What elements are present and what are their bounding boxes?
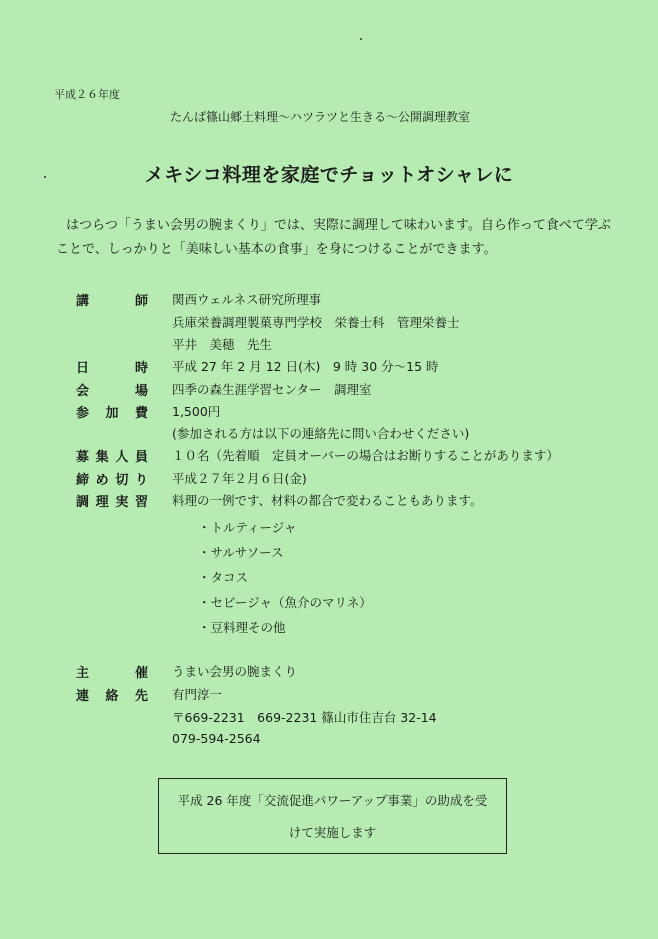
- lecturer-line: 平井 美穂 先生: [172, 337, 273, 352]
- capacity-label: 募集人員: [76, 450, 148, 465]
- host-value: うまい会男の腕まくり: [172, 664, 298, 679]
- datetime-value: 平成 27 年 2 月 12 日(木) 9 時 30 分～15 時: [172, 359, 439, 374]
- practice-label: 調理実習: [76, 495, 148, 510]
- contact-address: 〒669-2231 669-2231 篠山市住吉台 32-14: [172, 710, 437, 725]
- contact-phone: 079-594-2564: [172, 731, 261, 746]
- deadline-label: 締め切り: [76, 473, 148, 488]
- fee-note: (参加される方は以下の連絡先に問い合わせください): [172, 426, 470, 441]
- venue-value: 四季の森生涯学習センター 調理室: [172, 382, 372, 397]
- paper-speck: [360, 38, 362, 40]
- menu-item: ・トルティージャ: [198, 520, 297, 535]
- event-subtitle: たんば篠山郷土料理～ハツラツと生きる～公開調理教室: [170, 110, 471, 124]
- menu-item: ・セビージャ（魚介のマリネ）: [198, 595, 372, 610]
- funding-notice-line: けて実施します: [288, 825, 377, 840]
- fee-value: 1,500円: [172, 404, 221, 419]
- page-title: メキシコ料理を家庭でチョットオシャレに: [144, 164, 514, 186]
- lecturer-line: 関西ウェルネス研究所理事: [172, 292, 322, 307]
- capacity-value: １０名（先着順 定員オーバーの場合はお断りすることがあります）: [172, 448, 559, 463]
- venue-label: 会 場: [76, 384, 148, 399]
- host-label: 主 催: [76, 666, 148, 681]
- fiscal-year: 平成２６年度: [54, 88, 120, 101]
- fee-label: 参加費: [76, 406, 148, 421]
- datetime-label: 日 時: [76, 361, 148, 376]
- intro-paragraph: はつらつ「うまい会男の腕まくり」では、実際に調理して味わいます。自ら作って食べて学ぶことで、しっかりと「美味しい基本の食事」を身につけることができます。: [56, 218, 611, 257]
- deadline-value: 平成２７年２月６日(金): [172, 471, 307, 486]
- menu-item: ・豆料理その他: [198, 620, 286, 635]
- lecturer-label: 講 師: [76, 294, 148, 309]
- practice-value: 料理の一例です、材料の都合で変わることもあります。: [172, 493, 483, 508]
- lecturer-line: 兵庫栄養調理製菓専門学校 栄養士科 管理栄養士: [172, 315, 460, 330]
- contact-label: 連絡先: [76, 689, 148, 704]
- contact-name: 有門淳一: [172, 687, 223, 702]
- menu-item: ・サルサソース: [198, 545, 284, 560]
- funding-notice-box: [158, 778, 507, 854]
- menu-item: ・タコス: [198, 570, 249, 585]
- funding-notice-line: 平成 26 年度「交流促進パワーアップ事業」の助成を受: [177, 793, 488, 808]
